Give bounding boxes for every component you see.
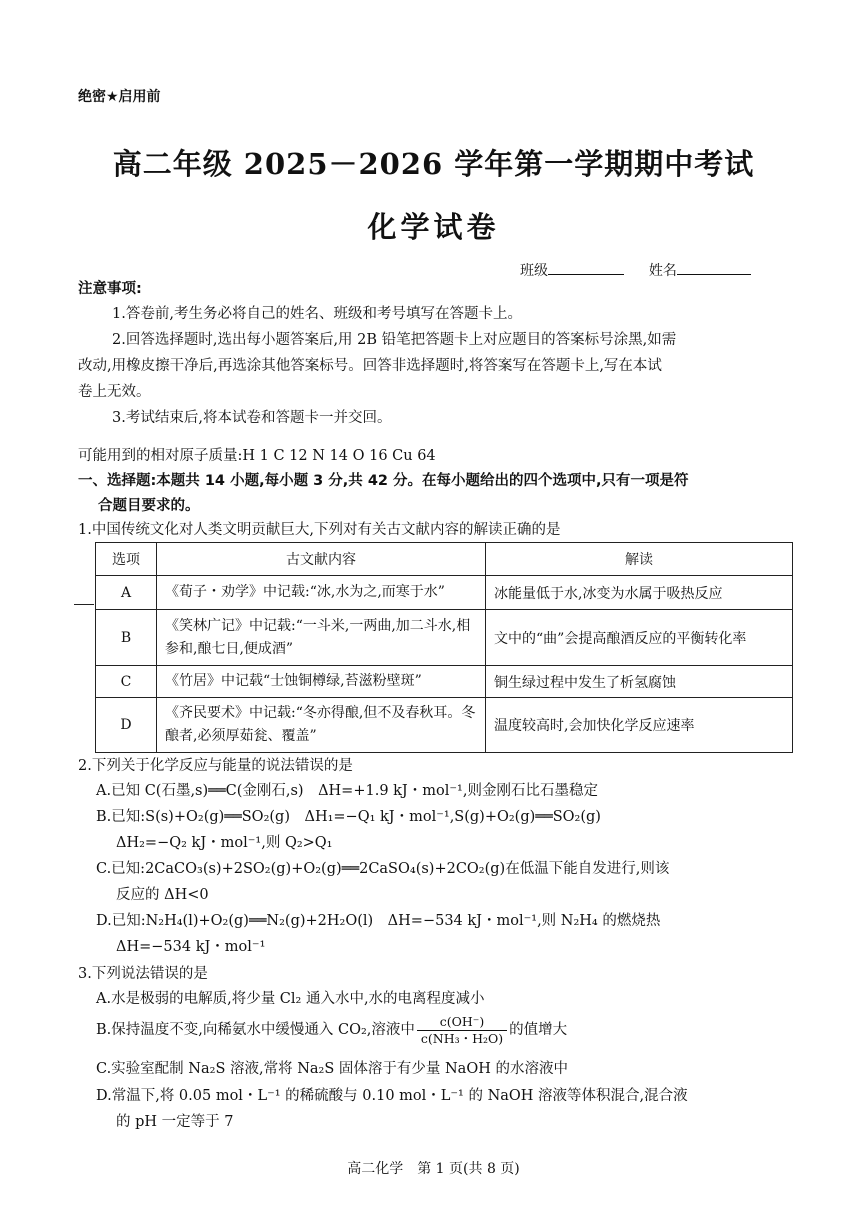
row-interp: 文中的“曲”会提高酿酒反应的平衡转化率 [486, 610, 793, 666]
table-header-row [96, 543, 793, 576]
row-text: 《竹居》中记载“士蚀铜樽绿,苔滋粉壁斑” [157, 666, 486, 698]
exam-title: 高二年级 2025－2026 学年第一学期期中考试 [112, 147, 755, 181]
q2-option-b: B.已知:S(s)+O₂(g)══SO₂(g) ΔH₁=−Q₁ kJ・mol⁻¹,S(g)+O₂(g)══SO₂(g) [96, 809, 601, 825]
exam-subject: 化学试卷 [367, 210, 500, 244]
row-text: 《笑林广记》中记载:“一斗米,一两曲,加二斗水,相参和,酿七日,便成酒” [157, 610, 486, 666]
row-option: C [96, 666, 157, 698]
name-blank[interactable] [677, 260, 751, 275]
note-2-cont: 改动,用橡皮擦干净后,再选涂其他答案标号。回答非选择题时,将答案写在答题卡上,写在本试 [78, 358, 662, 374]
header-text: 古文献内容 [157, 543, 486, 576]
q3-option-d: D.常温下,将 0.05 mol・L⁻¹ 的稀硫酸与 0.10 mol・L⁻¹ 的 NaOH 溶液等体积混合,混合液 [96, 1088, 688, 1104]
note-2-cont2: 卷上无效。 [78, 384, 151, 400]
note-1: 1.答卷前,考生务必将自己的姓名、班级和考号填写在答题卡上。 [112, 306, 522, 322]
fraction-numerator: c(OH⁻) [417, 1014, 507, 1031]
row-interp: 冰能量低于水,冰变为水属于吸热反应 [486, 576, 793, 610]
section-heading-cont: 合题目要求的。 [98, 498, 200, 514]
section-heading: 一、选择题:本题共 14 小题,每小题 3 分,共 42 分。在每小题给出的四个选项中,只有一项是符 [78, 473, 689, 489]
q2-stem: 2.下列关于化学反应与能量的说法错误的是 [78, 758, 353, 774]
name-label: 姓名 [648, 263, 677, 279]
row-option: D [96, 698, 157, 753]
q3-option-b [96, 1010, 811, 1050]
class-label: 班级 [520, 263, 548, 279]
class-blank[interactable] [548, 260, 624, 275]
q1-stem: 1.中国传统文化对人类文明贡献巨大,下列对有关古文献内容的解读正确的是 [78, 522, 561, 538]
row-interp: 温度较高时,会加快化学反应速率 [486, 698, 793, 753]
row-option: B [96, 610, 157, 666]
q2-option-a: A.已知 C(石墨,s)══C(金刚石,s) ΔH=+1.9 kJ・mol⁻¹,则金刚石比石墨稳定 [96, 783, 598, 799]
table-row [96, 698, 793, 753]
class-name-fields [520, 260, 751, 280]
q3-option-a: A.水是极弱的电解质,将少量 Cl₂ 通入水中,水的电离程度减小 [96, 991, 485, 1007]
q1-table [95, 542, 793, 753]
q2-option-c: C.已知:2CaCO₃(s)+2SO₂(g)+O₂(g)══2CaSO₄(s)+2CO₂(g)在低温下能自发进行,则该 [96, 861, 670, 877]
confidential-label: 绝密★启用前 [78, 89, 161, 105]
q3-option-d-cont: 的 pH 一定等于 7 [116, 1114, 234, 1130]
margin-mark [74, 604, 94, 605]
ratio-fraction [417, 1014, 507, 1047]
q2-option-d: D.已知:N₂H₄(l)+O₂(g)══N₂(g)+2H₂O(l) ΔH=−534 kJ・mol⁻¹,则 N₂H₄ 的燃烧热 [96, 913, 661, 929]
fraction-denominator: c(NH₃・H₂O) [420, 1030, 504, 1046]
notes-heading: 注意事项: [78, 281, 142, 297]
q2-option-b-cont: ΔH₂=−Q₂ kJ・mol⁻¹,则 Q₂>Q₁ [116, 835, 333, 851]
row-text: 《齐民要术》中记载:“冬亦得酿,但不及春秋耳。冬酿者,必须厚茹瓮、覆盖” [157, 698, 486, 753]
q3-b-pre: B.保持温度不变,向稀氨水中缓慢通入 CO₂,溶液中 [96, 1022, 415, 1038]
row-text: 《荀子・劝学》中记载:“冰,水为之,而寒于水” [157, 576, 486, 610]
row-interp: 铜生绿过程中发生了析氢腐蚀 [486, 666, 793, 698]
table-row [96, 576, 793, 610]
q3-b-post: 的值增大 [509, 1022, 568, 1038]
q2-option-c-cont: 反应的 ΔH<0 [116, 887, 209, 903]
table-row [96, 610, 793, 666]
q3-stem: 3.下列说法错误的是 [78, 966, 208, 982]
page-footer: 高二化学 第 1 页(共 8 页) [347, 1161, 520, 1177]
table-row [96, 666, 793, 698]
note-2: 2.回答选择题时,选出每小题答案后,用 2B 铅笔把答题卡上对应题目的答案标号涂黑,如需 [112, 332, 677, 348]
header-option: 选项 [96, 543, 157, 576]
atomic-masses: 可能用到的相对原子质量:H 1 C 12 N 14 O 16 Cu 64 [78, 448, 436, 464]
header-interp: 解读 [486, 543, 793, 576]
q3-option-c: C.实验室配制 Na₂S 溶液,常将 Na₂S 固体溶于有少量 NaOH 的水溶液中 [96, 1061, 568, 1077]
q2-option-d-cont: ΔH=−534 kJ・mol⁻¹ [116, 939, 266, 955]
row-option: A [96, 576, 157, 610]
note-3: 3.考试结束后,将本试卷和答题卡一并交回。 [112, 410, 392, 426]
